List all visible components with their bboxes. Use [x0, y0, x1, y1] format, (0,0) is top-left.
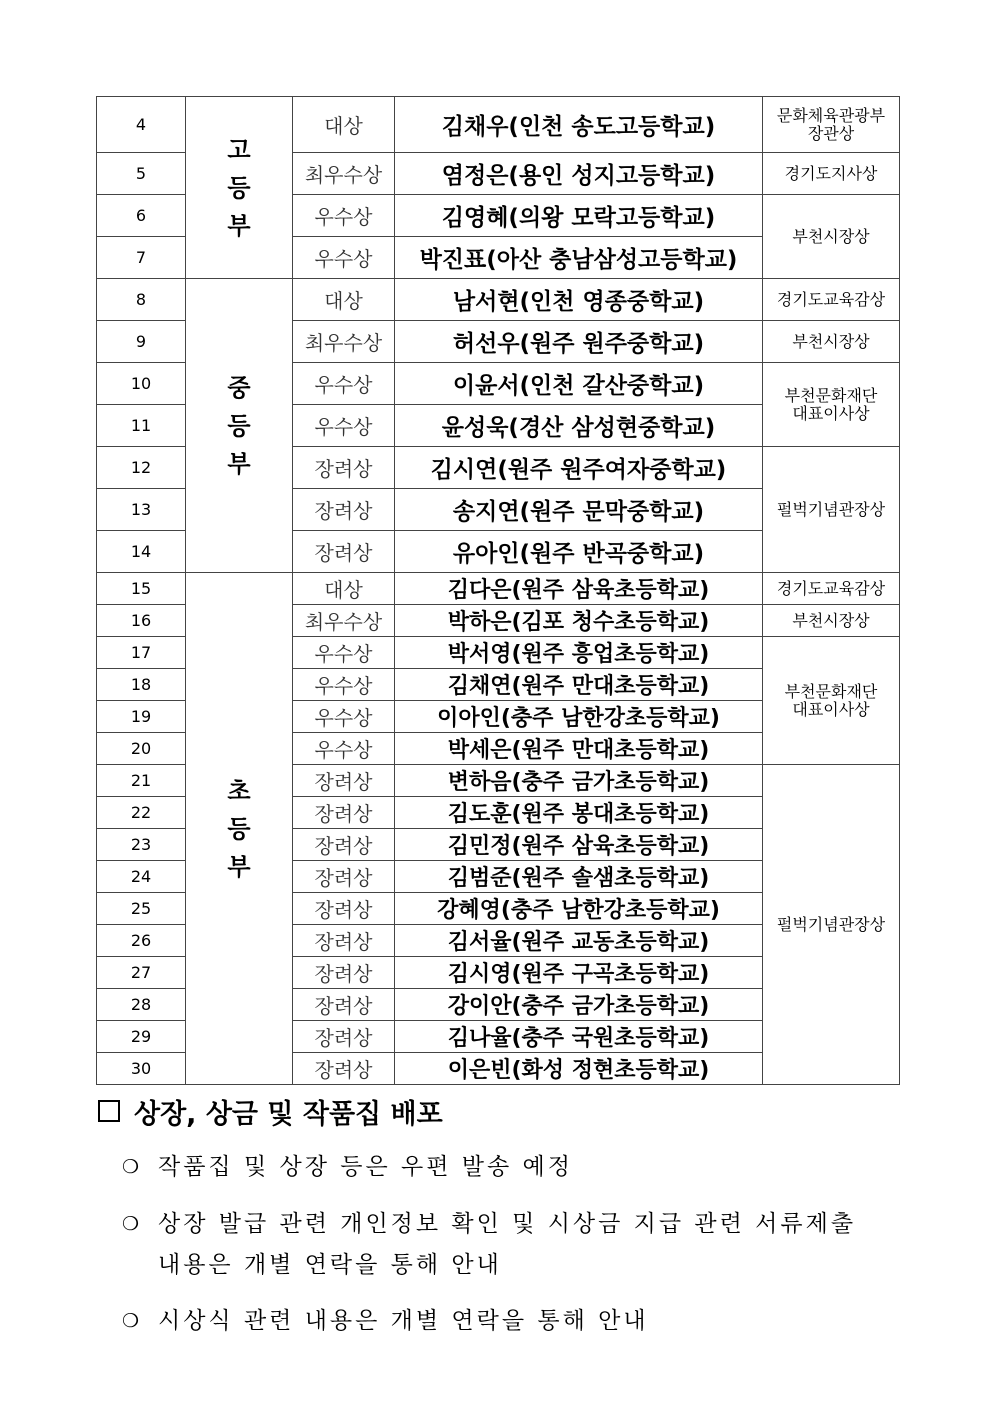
row-number: 8	[97, 279, 186, 321]
award-type: 장려상	[293, 893, 395, 925]
row-number: 14	[97, 531, 186, 573]
row-number: 25	[97, 893, 186, 925]
award-type: 장려상	[293, 861, 395, 893]
winner-name: 김민정(원주 삼육초등학교)	[395, 829, 763, 861]
award-type: 장려상	[293, 765, 395, 797]
row-number: 22	[97, 797, 186, 829]
row-number: 9	[97, 321, 186, 363]
award-type: 최우수상	[293, 605, 395, 637]
row-number: 11	[97, 405, 186, 447]
winner-name: 허선우(원주 원주중학교)	[395, 321, 763, 363]
prize-name: 부천문화재단 대표이사상	[763, 363, 900, 447]
award-type: 장려상	[293, 447, 395, 489]
award-type: 최우수상	[293, 153, 395, 195]
winner-name: 김채연(원주 만대초등학교)	[395, 669, 763, 701]
award-type: 대상	[293, 97, 395, 153]
winner-name: 변하음(충주 금가초등학교)	[395, 765, 763, 797]
prize-name: 펄벅기념관장상	[763, 765, 900, 1085]
winner-name: 김영혜(의왕 모락고등학교)	[395, 195, 763, 237]
award-type: 우수상	[293, 701, 395, 733]
winner-name: 김시연(원주 원주여자중학교)	[395, 447, 763, 489]
award-type: 장려상	[293, 829, 395, 861]
division-elementary: 초 등 부	[186, 573, 293, 1085]
row-number: 21	[97, 765, 186, 797]
bullet-item: ❍ 작품집 및 상장 등은 우편 발송 예정	[122, 1147, 573, 1188]
row-number: 24	[97, 861, 186, 893]
row-number: 5	[97, 153, 186, 195]
winner-name: 김범준(원주 솔샘초등학교)	[395, 861, 763, 893]
award-type: 우수상	[293, 363, 395, 405]
row-number: 17	[97, 637, 186, 669]
row-number: 15	[97, 573, 186, 605]
winner-name: 김시영(원주 구곡초등학교)	[395, 957, 763, 989]
row-number: 7	[97, 237, 186, 279]
prize-name: 펄벅기념관장상	[763, 447, 900, 573]
award-type: 장려상	[293, 989, 395, 1021]
award-type: 우수상	[293, 733, 395, 765]
table-row	[97, 279, 900, 321]
row-number: 23	[97, 829, 186, 861]
row-number: 28	[97, 989, 186, 1021]
winner-name: 박서영(원주 흥업초등학교)	[395, 637, 763, 669]
row-number: 19	[97, 701, 186, 733]
prize-name: 문화체육관광부 장관상	[763, 97, 900, 153]
winner-name: 이윤서(인천 갈산중학교)	[395, 363, 763, 405]
row-number: 16	[97, 605, 186, 637]
award-type: 장려상	[293, 489, 395, 531]
prize-name: 부천문화재단 대표이사상	[763, 637, 900, 765]
award-type: 우수상	[293, 237, 395, 279]
table-row	[97, 97, 900, 153]
table-row	[97, 573, 900, 605]
winner-name: 박세은(원주 만대초등학교)	[395, 733, 763, 765]
winner-name: 박하은(김포 청수초등학교)	[395, 605, 763, 637]
winner-name: 강혜영(충주 남한강초등학교)	[395, 893, 763, 925]
row-number: 20	[97, 733, 186, 765]
bullet-item: ❍ 시상식 관련 내용은 개별 연락을 통해 안내	[122, 1301, 649, 1342]
award-type: 우수상	[293, 637, 395, 669]
checkbox-square-icon	[98, 1100, 120, 1122]
circle-bullet-icon: ❍	[122, 1156, 140, 1178]
award-type: 장려상	[293, 925, 395, 957]
winner-name: 염정은(용인 성지고등학교)	[395, 153, 763, 195]
award-type: 장려상	[293, 957, 395, 989]
row-number: 12	[97, 447, 186, 489]
section-heading: 상장, 상금 및 작품집 배포	[98, 1092, 443, 1131]
prize-name: 경기도교육감상	[763, 573, 900, 605]
award-type: 우수상	[293, 669, 395, 701]
bullet-item: ❍ 상장 발급 관련 개인정보 확인 및 시상금 지급 관련 서류제출 내용은 개별 연락을 통해 안내	[122, 1204, 856, 1286]
winner-name: 김나율(충주 국원초등학교)	[395, 1021, 763, 1053]
winner-name: 송지연(원주 문막중학교)	[395, 489, 763, 531]
award-type: 대상	[293, 573, 395, 605]
award-type: 우수상	[293, 405, 395, 447]
row-number: 13	[97, 489, 186, 531]
prize-name: 경기도교육감상	[763, 279, 900, 321]
winner-name: 이아인(충주 남한강초등학교)	[395, 701, 763, 733]
row-number: 6	[97, 195, 186, 237]
award-type: 우수상	[293, 195, 395, 237]
award-type: 장려상	[293, 797, 395, 829]
winner-name: 김채우(인천 송도고등학교)	[395, 97, 763, 153]
winner-name: 김서율(원주 교동초등학교)	[395, 925, 763, 957]
winner-name: 윤성욱(경산 삼성현중학교)	[395, 405, 763, 447]
row-number: 18	[97, 669, 186, 701]
winner-name: 이은빈(화성 정현초등학교)	[395, 1053, 763, 1085]
prize-name: 부천시장상	[763, 195, 900, 279]
awards-table	[96, 96, 900, 1085]
row-number: 4	[97, 97, 186, 153]
row-number: 10	[97, 363, 186, 405]
award-type: 최우수상	[293, 321, 395, 363]
winner-name: 유아인(원주 반곡중학교)	[395, 531, 763, 573]
winner-name: 김도훈(원주 봉대초등학교)	[395, 797, 763, 829]
division-middle: 중 등 부	[186, 279, 293, 573]
row-number: 27	[97, 957, 186, 989]
row-number: 26	[97, 925, 186, 957]
row-number: 29	[97, 1021, 186, 1053]
prize-name: 부천시장상	[763, 321, 900, 363]
award-type: 장려상	[293, 531, 395, 573]
award-type: 장려상	[293, 1021, 395, 1053]
prize-name: 부천시장상	[763, 605, 900, 637]
winner-name: 김다은(원주 삼육초등학교)	[395, 573, 763, 605]
winner-name: 강이안(충주 금가초등학교)	[395, 989, 763, 1021]
award-type: 대상	[293, 279, 395, 321]
division-high: 고 등 부	[186, 97, 293, 279]
circle-bullet-icon: ❍	[122, 1213, 140, 1235]
winner-name: 남서현(인천 영종중학교)	[395, 279, 763, 321]
row-number: 30	[97, 1053, 186, 1085]
prize-name: 경기도지사상	[763, 153, 900, 195]
award-type: 장려상	[293, 1053, 395, 1085]
winner-name: 박진표(아산 충남삼성고등학교)	[395, 237, 763, 279]
circle-bullet-icon: ❍	[122, 1310, 140, 1332]
